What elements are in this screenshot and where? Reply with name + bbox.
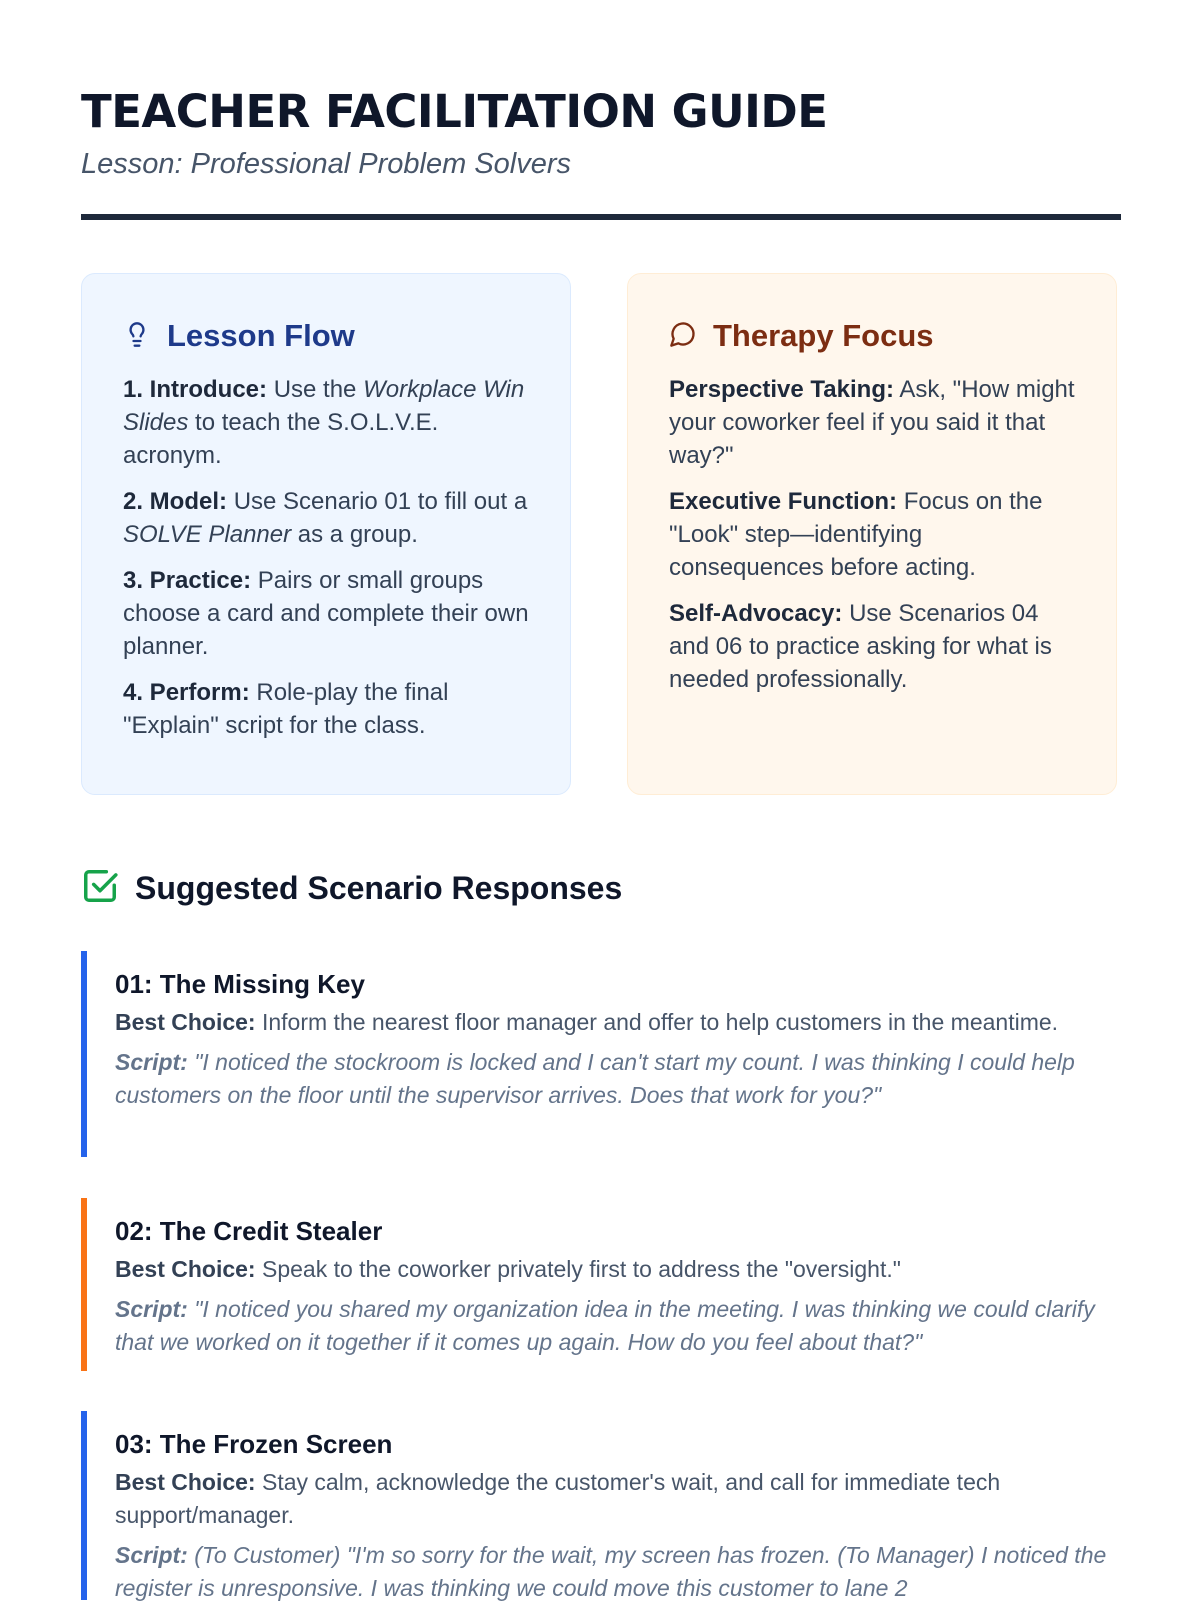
scenario-accent-bar (81, 951, 87, 1157)
flow-step: 2. Model: Use Scenario 01 to fill out a SOLVE Planner as a group. (123, 488, 528, 548)
scenario-accent-bar (81, 1198, 87, 1371)
therapy-item: Perspective Taking: Ask, "How might your coworker feel if you said it that way?" (669, 376, 1075, 469)
scenario-card (81, 1411, 1121, 1600)
scenario-accent-bar (81, 1411, 87, 1600)
scenario-card (81, 1198, 1121, 1371)
script-text: Script: (To Customer) "I'm so sorry for the wait, my screen has frozen. (To Manager) I noticed the register is unresponsive. I was thinking we could move this customer to lane 2 (115, 1542, 1107, 1601)
responses-heading (81, 866, 622, 910)
script-text: Script: "I noticed the stockroom is locked and I can't start my count. I was thinking I could help customers on the floor until the supervisor arrives. Does that work for you?" (115, 1049, 1075, 1108)
therapy-item: Executive Function: Focus on the "Look" step—identifying consequences before acting. (669, 488, 1043, 581)
flow-step: 3. Practice: Pairs or small groups choose a card and complete their own planner. (123, 567, 529, 660)
script-text: Script: "I noticed you shared my organization idea in the meeting. I was thinking we could clarify that we worked on it together if it comes up again. How do you feel about that?" (115, 1296, 1095, 1355)
therapy-focus-card (627, 273, 1117, 795)
therapy-focus-title: Therapy Focus (713, 318, 934, 353)
lesson-flow-title: Lesson Flow (167, 318, 355, 353)
scenario-card (81, 951, 1121, 1157)
checkbox-icon (81, 867, 135, 910)
therapy-item: Self-Advocacy: Use Scenarios 04 and 06 to practice asking for what is needed professionally. (669, 600, 1052, 693)
lightbulb-icon (123, 320, 167, 353)
page-title: TEACHER FACILITATION GUIDE (81, 85, 828, 138)
best-choice: Best Choice: Stay calm, acknowledge the customer's wait, and call for immediate tech support/manager. (115, 1469, 1001, 1528)
header-divider (81, 214, 1121, 220)
therapy-focus-header (669, 316, 1076, 356)
speech-bubble-icon (669, 320, 713, 353)
best-choice: Best Choice: Speak to the coworker privately first to address the "oversight." (115, 1256, 901, 1282)
scenario-title: 02: The Credit Stealer (115, 1216, 383, 1246)
best-choice: Best Choice: Inform the nearest floor manager and offer to help customers in the meantime. (115, 1009, 1059, 1035)
flow-step: 1. Introduce: Use the Workplace Win Slides to teach the S.O.L.V.E. acronym. (123, 376, 525, 469)
responses-title: Suggested Scenario Responses (135, 869, 623, 906)
lesson-flow-card (81, 273, 571, 795)
scenario-title: 01: The Missing Key (115, 969, 365, 999)
lesson-flow-header (123, 316, 530, 356)
scenario-title: 03: The Frozen Screen (115, 1429, 393, 1459)
page-subtitle: Lesson: Professional Problem Solvers (81, 148, 572, 180)
flow-step: 4. Perform: Role-play the final "Explain" script for the class. (123, 679, 449, 739)
